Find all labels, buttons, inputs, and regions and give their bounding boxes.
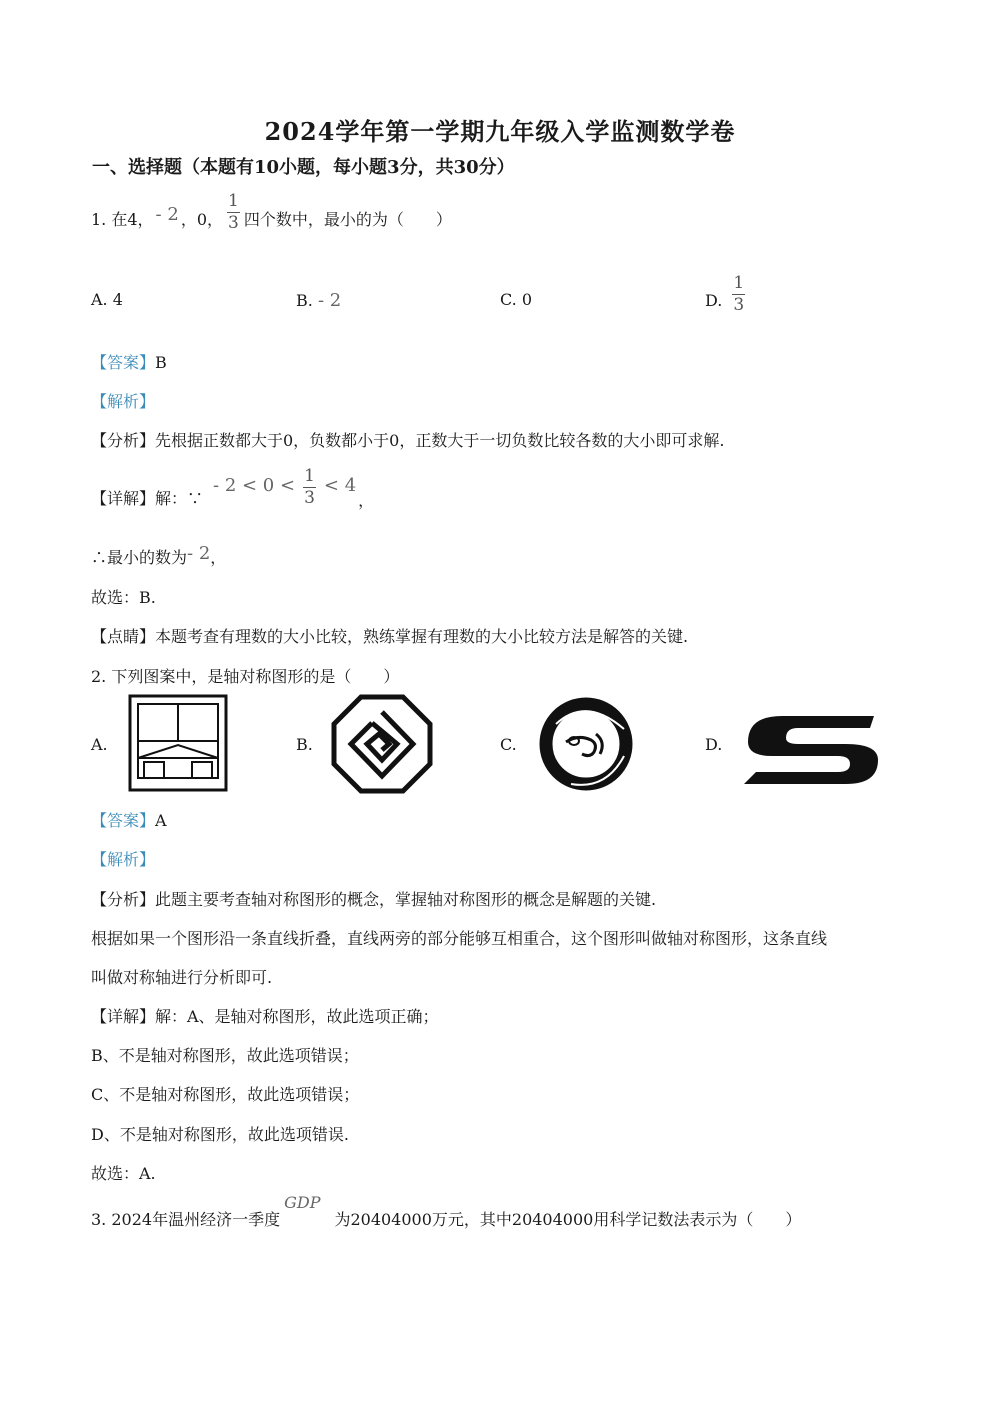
- q1-fenxi: 【分析】先根据正数都大于0，负数都小于0，正数大于一切负数比较各数的大小即可求解.: [91, 431, 725, 450]
- conclusion-prefix: ∴最小的数为: [91, 548, 188, 567]
- q2-definition-line: 根据如果一个图形沿一条直线折叠，直线两旁的部分能够互相重合，这个图形叫做轴对称图形，这条直线: [91, 929, 828, 948]
- q1-conclusion: [91, 545, 226, 568]
- xiangjie-prefix: 【详解】解：∵: [91, 488, 204, 508]
- q2-option-c-label: C.: [500, 735, 517, 754]
- q1-fraction: [227, 190, 240, 233]
- answer-value: A: [155, 811, 167, 830]
- answer-value: B: [155, 353, 167, 372]
- q1-option-d-fraction: [732, 275, 745, 314]
- inequality-fraction: [303, 465, 316, 508]
- q1-stem-part: 四个数中，最小的为（ ）: [243, 209, 452, 229]
- q2-analysis-tag: 【解析】: [91, 850, 156, 869]
- q1-dianjing: 【点睛】本题考查有理数的大小比较，熟练掌握有理数的大小比较方法是解答的关键.: [91, 627, 689, 646]
- inequality-left: - 2 < 0 <: [213, 474, 296, 496]
- q1-answer: [91, 350, 167, 373]
- figure-d-s-logo-icon: [742, 712, 882, 788]
- page-title: 2024学年第一学期九年级入学监测数学卷: [264, 117, 736, 146]
- q2-xiangjie: 【详解】解：A、是轴对称图形，故此选项正确；: [91, 1007, 439, 1026]
- answer-tag: 【答案】: [91, 353, 156, 372]
- option-label: D.: [705, 291, 723, 310]
- fraction-numerator: 1: [733, 273, 745, 293]
- q1-option-d: [705, 262, 745, 314]
- q2-definition-line: 叫做对称轴进行分析即可.: [91, 968, 273, 987]
- q1-neg-two: - 2: [155, 203, 179, 225]
- answer-tag: 【答案】: [91, 811, 156, 830]
- fraction-denominator: 3: [228, 212, 239, 233]
- q3-gdp: GDP: [284, 1193, 321, 1212]
- fraction-denominator: 3: [304, 487, 315, 508]
- inequality-right: < 4: [323, 474, 357, 496]
- figure-b-octagon-spiral-icon: [331, 694, 433, 794]
- fraction-numerator: 1: [228, 190, 239, 211]
- q1-analysis-tag: 【解析】: [91, 392, 156, 411]
- figure-a-symmetric-pattern-icon: [128, 694, 228, 792]
- q3-stem-part: 为20404000万元，其中20404000用科学记数法表示为（ ）: [334, 1210, 802, 1229]
- q2-choose: 故选：A.: [91, 1164, 156, 1183]
- q2-detail-b: B、不是轴对称图形，故此选项错误；: [91, 1046, 359, 1065]
- fraction-numerator: 1: [304, 465, 315, 486]
- q1-choose: 故选：B.: [91, 588, 156, 607]
- figure-c-swirl-emblem-icon: [536, 694, 638, 794]
- q3-stem-part: 3. 2024年温州经济一季度: [91, 1210, 281, 1229]
- q1-option-a: A. 4: [91, 290, 123, 309]
- inequality-comma: ，: [358, 490, 375, 510]
- q2-detail-d: D、不是轴对称图形，故此选项错误.: [91, 1125, 349, 1144]
- section-heading: 一、选择题（本题有10小题，每小题3分，共30分）: [92, 157, 515, 178]
- q2-answer: [91, 808, 167, 831]
- q2-detail-c: C、不是轴对称图形，故此选项错误；: [91, 1085, 360, 1104]
- conclusion-suffix: ，: [210, 548, 227, 567]
- conclusion-value: - 2: [187, 543, 211, 564]
- q1-stem-part: 1. 在4，: [91, 209, 154, 229]
- option-label: B.: [296, 291, 313, 310]
- option-value: - 2: [317, 290, 342, 311]
- q1-xiangjie: [91, 462, 374, 512]
- fraction-denominator: 3: [733, 295, 745, 315]
- question-2-stem: 2. 下列图案中，是轴对称图形的是（ ）: [91, 667, 400, 686]
- q1-option-c: C. 0: [500, 290, 533, 309]
- question-3-stem: [91, 1190, 801, 1230]
- q2-option-a-label: A.: [91, 735, 108, 754]
- q1-stem-part: ，0，: [180, 209, 223, 229]
- q2-option-d-label: D.: [705, 735, 723, 754]
- q2-option-b-label: B.: [296, 735, 313, 754]
- q1-option-b: [296, 290, 341, 311]
- question-1-stem: [91, 188, 452, 248]
- q2-fenxi: 【分析】此题主要考查轴对称图形的概念，掌握轴对称图形的概念是解题的关键.: [91, 890, 657, 909]
